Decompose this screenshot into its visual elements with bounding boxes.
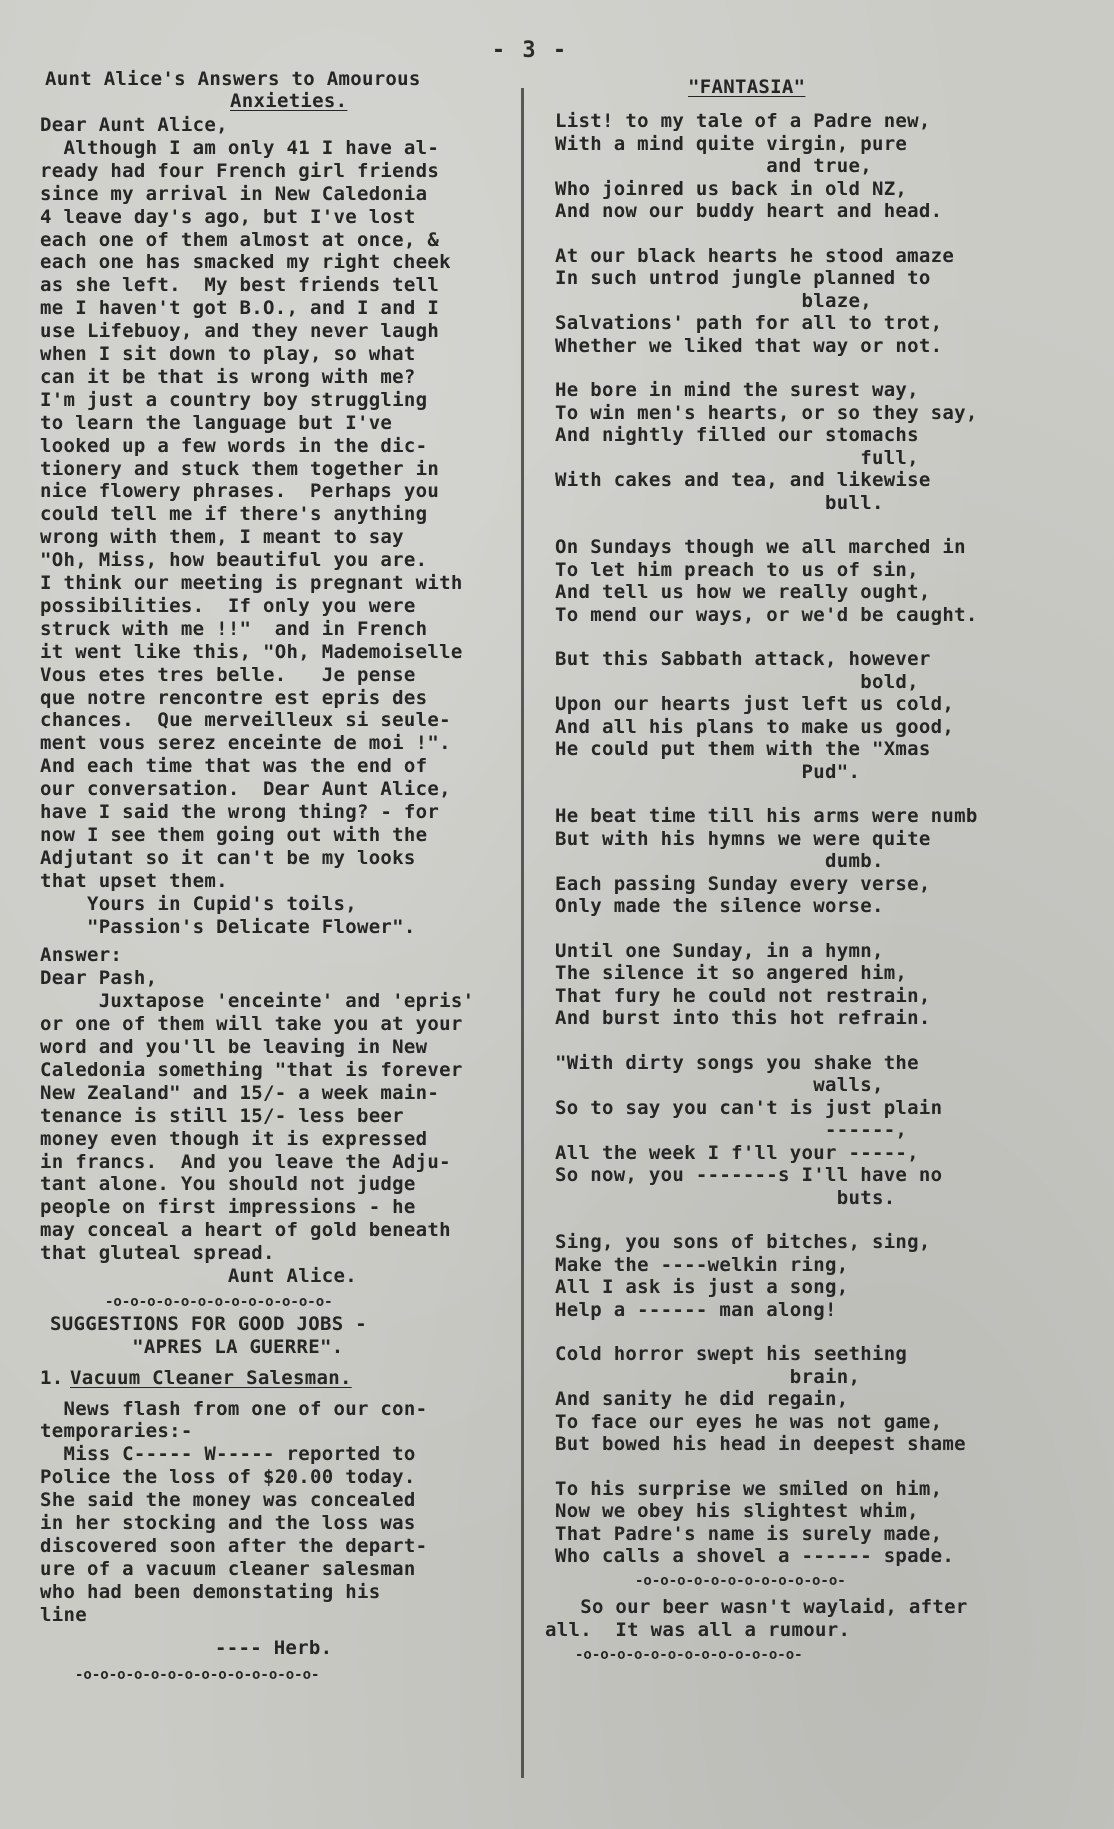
poem-line: But with his hymns we were quite: [555, 827, 931, 850]
poem-line: With a mind quite virgin, pure: [555, 132, 908, 155]
poem-line: He beat time till his arms were numb: [555, 805, 978, 827]
news-line: She said the money was concealed: [40, 1489, 416, 1512]
answer-line: tant alone. You should not judge: [40, 1173, 416, 1196]
poem-line: full,: [555, 446, 919, 469]
answer-line: people on first impressions - he: [40, 1196, 416, 1219]
column-divider: [521, 88, 524, 1778]
poem-line: And now our buddy heart and head.: [555, 200, 943, 222]
answer-line: Juxtapose 'enceinte' and 'epris': [40, 990, 475, 1013]
letter-line: each one has smacked my right cheek: [40, 251, 451, 274]
poem-line: Each passing Sunday every verse,: [555, 872, 931, 895]
poem-line: Now we obey his slightest whim,: [555, 1500, 919, 1522]
poem-line: On Sundays though we all marched in: [555, 536, 966, 558]
poem-line: Until one Sunday, in a hymn,: [555, 939, 884, 962]
poem-line: bold,: [555, 670, 919, 693]
poem-line: walls,: [555, 1074, 884, 1096]
letter-line: as she left. My best friends tell: [40, 274, 440, 297]
news-line: discovered soon after the depart-: [40, 1534, 428, 1557]
poem-line: All I ask is just a song,: [555, 1276, 849, 1298]
poem-line: He bore in mind the surest way,: [555, 379, 919, 401]
letter-line: struck with me !!" and in French: [40, 617, 428, 640]
letter-line: 4 leave day's ago, but I've lost: [40, 205, 416, 228]
poem-line: To face our eyes he was not game,: [555, 1410, 943, 1433]
answer-line: Aunt Alice.: [40, 1265, 357, 1287]
poem-line: ------,: [555, 1119, 908, 1141]
letter-line: Dear Aunt Alice,: [40, 114, 228, 136]
letter-line: it went like this, "Oh, Mademoiselle: [40, 640, 463, 663]
poem-line: Who calls a shovel a ------ spade.: [555, 1545, 955, 1567]
letter-line: Although I am only 41 I have al-: [40, 136, 440, 159]
news-line: temporaries:-: [40, 1420, 193, 1443]
answer-line: New Zealand" and 15/- a week main-: [40, 1081, 440, 1104]
suggestions-heading-line: SUGGESTIONS FOR GOOD JOBS -: [50, 1312, 367, 1335]
poem-line: So to say you can't is just plain: [555, 1096, 943, 1119]
poem-line: Whether we liked that way or not.: [555, 334, 943, 357]
poem-line: Who joinred us back in old NZ,: [555, 177, 908, 200]
poem-line: Cold horror swept his seething: [555, 1343, 908, 1365]
answer-line: Caledonia something "that is forever: [40, 1058, 463, 1081]
letter-line: when I sit down to play, so what: [40, 343, 416, 365]
letter-line: to learn the language but I've: [40, 411, 393, 434]
poem-line: To mend our ways, or we'd be caught.: [555, 603, 978, 626]
news-line: who had been demonstating his: [40, 1580, 381, 1603]
poem-line: But this Sabbath attack, however: [555, 648, 931, 670]
poem-line: That fury he could not restrain,: [555, 984, 931, 1007]
poem-line: blaze,: [555, 289, 872, 312]
letter-line: looked up a few words in the dic-: [40, 434, 428, 457]
answer-line: or one of them will take you at your: [40, 1013, 463, 1036]
poem-line: To his surprise we smiled on him,: [555, 1477, 943, 1500]
letter-line: me I haven't got B.O., and I and I: [40, 297, 440, 320]
separator: -o-o-o-o-o-o-o-o-o-o-o-o-o-: [105, 1293, 333, 1310]
news-line: News flash from one of our con-: [40, 1397, 428, 1420]
answer-line: money even though it is expressed: [40, 1127, 428, 1150]
separator: -o-o-o-o-o-o-o-o-o-o-o-o-: [635, 1572, 846, 1589]
poem-line: Upon our hearts just left us cold,: [555, 693, 955, 715]
poem-line: List! to my tale of a Padre new,: [555, 110, 931, 132]
poem-line: "With dirty songs you shake the: [555, 1051, 919, 1074]
poem-line: dumb.: [555, 850, 884, 872]
letter-line: wrong with them, I meant to say: [40, 526, 404, 549]
letter-line: since my arrival in New Caledonia: [40, 182, 428, 205]
poem-line: brain,: [555, 1365, 861, 1388]
poem-line: But bowed his head in deepest shame: [555, 1433, 966, 1455]
letter-line: I'm just a country boy struggling: [40, 388, 428, 411]
poem-line: Make the ----welkin ring,: [555, 1253, 849, 1276]
closing-line: So our beer wasn't waylaid, after: [545, 1596, 968, 1618]
aunt-alice-title-line1: Aunt Alice's Answers to Amourous: [45, 68, 421, 90]
poem-line: And nightly filled our stomachs: [555, 424, 919, 446]
letter-line: use Lifebuoy, and they never laugh: [40, 320, 440, 343]
poem-line: With cakes and tea, and likewise: [555, 469, 931, 491]
poem-line: All the week I f'll your -----,: [555, 1141, 919, 1164]
page-number: - 3 -: [491, 38, 569, 63]
poem-line: To win men's hearts, or so they say,: [555, 401, 978, 424]
poem-line: Only made the silence worse.: [555, 895, 884, 917]
answer-line: Answer:: [40, 944, 123, 967]
poem-line: And tell us how we really ought,: [555, 581, 931, 603]
poem-line: At our black hearts he stood amaze: [555, 244, 955, 267]
fantasia-title: "FANTASIA": [688, 76, 806, 98]
poem-line: And sanity he did regain,: [555, 1388, 849, 1410]
poem-line: To let him preach to us of sin,: [555, 558, 919, 581]
letter-line: possibilities. If only you were: [40, 594, 416, 617]
answer-line: that gluteal spread.: [40, 1242, 275, 1265]
letter-line: that upset them.: [40, 869, 228, 892]
letter-line: each one of them almost at once, &: [40, 228, 440, 251]
letter-line: And each time that was the end of: [40, 755, 428, 778]
closing-line: all. It was all a rumour.: [545, 1618, 851, 1641]
signature: ---- Herb.: [215, 1636, 333, 1659]
news-line: Miss C----- W----- reported to: [40, 1443, 416, 1466]
answer-line: word and you'll be leaving in New: [40, 1036, 428, 1058]
letter-line: nice flowery phrases. Perhaps you: [40, 480, 440, 503]
letter-line: ment vous serez enceinte de moi !".: [40, 732, 451, 755]
poem-line: Help a ------ man along!: [555, 1298, 837, 1321]
poem-line: In such untrod jungle planned to: [555, 267, 931, 289]
letter-line: tionery and stuck them together in: [40, 457, 440, 480]
letter-line: now I see them going out with the: [40, 823, 428, 846]
poem-line: bull.: [555, 491, 884, 514]
poem-line: and true,: [555, 155, 872, 177]
separator: -o-o-o-o-o-o-o-o-o-o-o-o-o-: [575, 1647, 803, 1663]
poem-line: buts.: [555, 1186, 896, 1209]
answer-line: tenance is still 15/- less beer: [40, 1104, 404, 1127]
letter-line: ready had four French girl friends: [40, 159, 440, 182]
letter-line: Adjutant so it can't be my looks: [40, 846, 416, 869]
poem-line: Sing, you sons of bitches, sing,: [555, 1231, 931, 1253]
letter-line: que notre rencontre est epris des: [40, 686, 428, 709]
letter-line: "Oh, Miss, how beautiful you are.: [40, 549, 428, 572]
letter-line: "Passion's Delicate Flower".: [40, 915, 416, 938]
letter-line: Vous etes tres belle. Je pense: [40, 663, 416, 686]
letter-line: our conversation. Dear Aunt Alice,: [40, 778, 451, 801]
poem-line: And all his plans to make us good,: [555, 715, 955, 738]
letter-line: Yours in Cupid's toils,: [40, 892, 357, 915]
letter-line: could tell me if there's anything: [40, 503, 428, 526]
news-line: ure of a vacuum cleaner salesman: [40, 1557, 416, 1580]
news-line: in her stocking and the loss was: [40, 1512, 416, 1534]
poem-line: So now, you -------s I'll have no: [555, 1164, 943, 1186]
news-line: line: [40, 1603, 87, 1626]
aunt-alice-title-line2: Anxieties.: [230, 90, 348, 112]
suggestions-heading-line: "APRES LA GUERRE".: [50, 1335, 344, 1358]
poem-line: He could put them with the "Xmas: [555, 738, 931, 760]
answer-line: in francs. And you leave the Adju-: [40, 1150, 451, 1173]
poem-line: And burst into this hot refrain.: [555, 1007, 931, 1029]
poem-line: The silence it so angered him,: [555, 962, 908, 984]
job-title: Vacuum Cleaner Salesman.: [70, 1366, 352, 1389]
poem-line: Salvations' path for all to trot,: [555, 312, 943, 334]
separator: -o-o-o-o-o-o-o-o-o-o-o-o-o-o-: [75, 1667, 320, 1684]
answer-line: may conceal a heart of gold beneath: [40, 1219, 451, 1242]
answer-line: Dear Pash,: [40, 967, 158, 990]
poem-line: That Padre's name is surely made,: [555, 1522, 943, 1545]
letter-line: chances. Que merveilleux si seule-: [40, 709, 451, 732]
letter-line: I think our meeting is pregnant with: [40, 572, 463, 594]
poem-line: Pud".: [555, 760, 861, 783]
news-line: Police the loss of $20.00 today.: [40, 1466, 416, 1489]
letter-line: can it be that is wrong with me?: [40, 365, 416, 388]
letter-line: have I said the wrong thing? - for: [40, 801, 440, 823]
job-number: 1.: [40, 1366, 64, 1389]
